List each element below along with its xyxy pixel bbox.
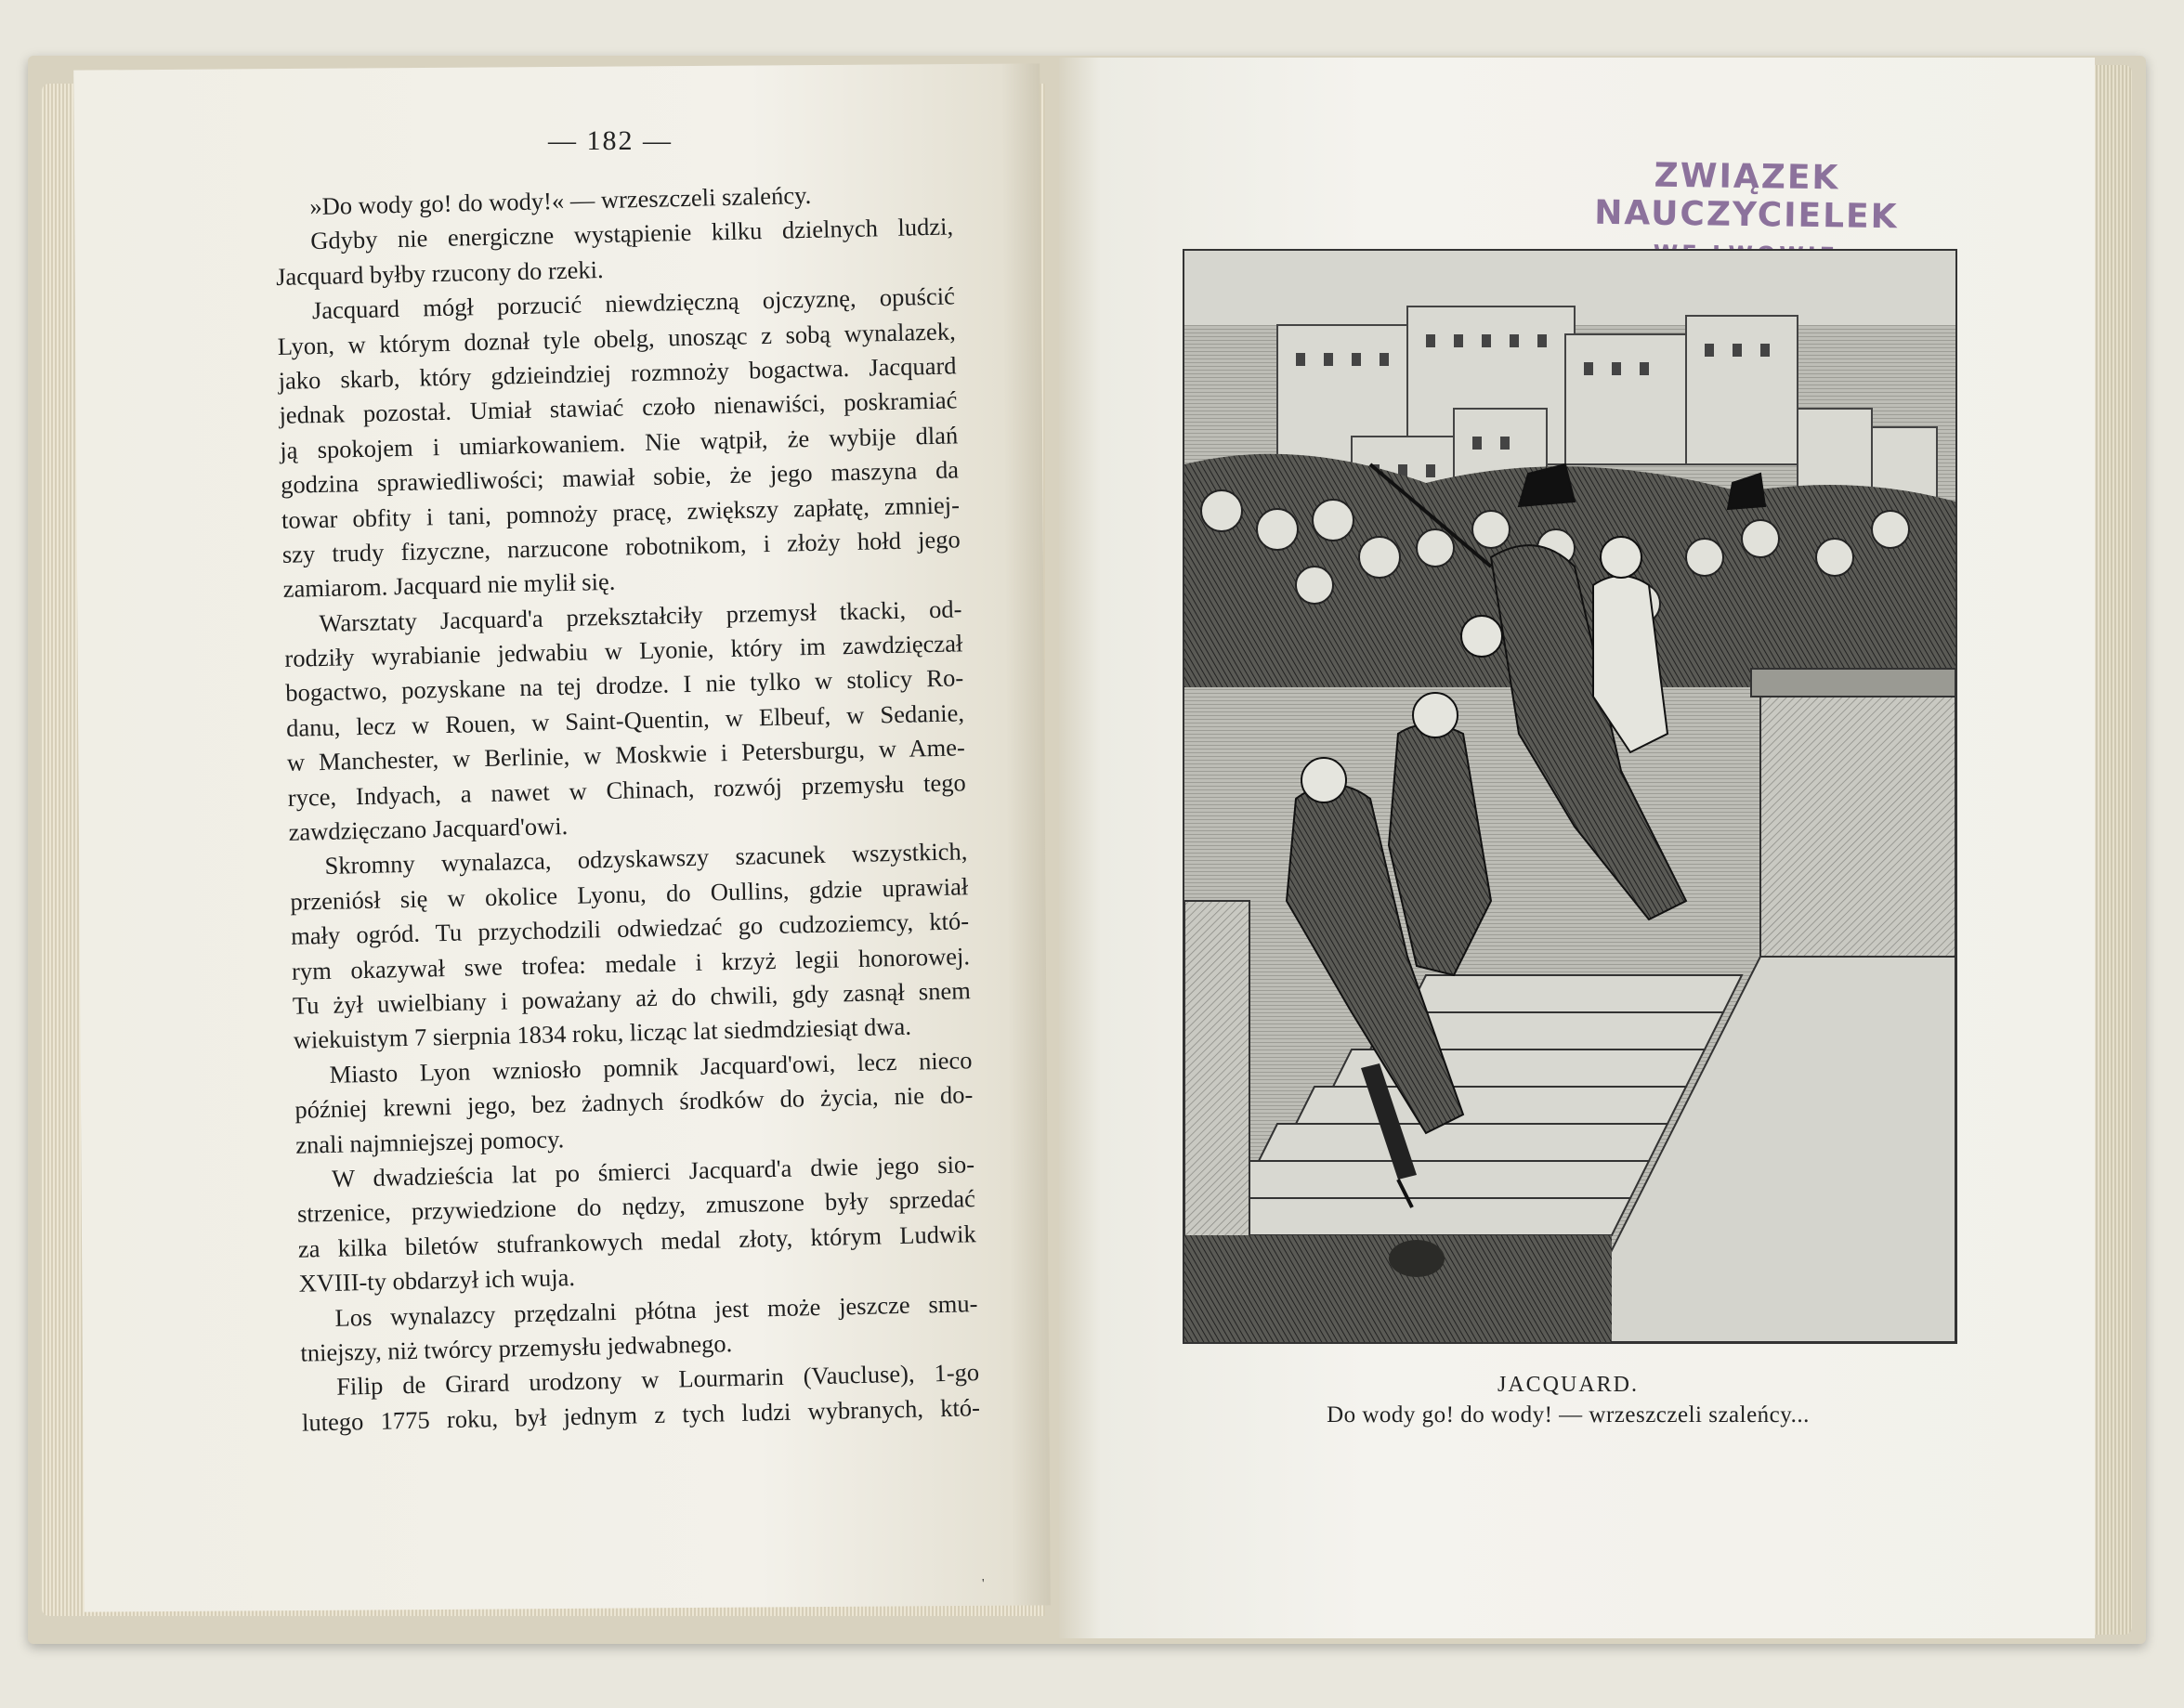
text-line: zawdzięczano Jacquard'owi.: [288, 812, 569, 846]
text-line: rym okazywał swe trofea: medale i krzyż legii honorowej.: [291, 941, 971, 985]
text-line: tniejszy, niż twórcy przemysłu jedwabnego.: [300, 1329, 733, 1367]
text-line: W dwadzieścia lat po śmierci Jacquard'a dwie jego sio-: [331, 1150, 975, 1193]
text-line: znali najmniejszej pomocy.: [294, 1124, 565, 1159]
text-line: Los wynalazcy przędzalni płótna jest może jeszcze smu-: [334, 1288, 978, 1332]
text-line: Jacquard byłby rzucony do rzeki.: [275, 254, 604, 291]
text-line: godzina sprawiedliwości; mawiał sobie, że jego maszyna da: [280, 455, 960, 500]
text-line: towar obfity i tani, pomnoży pracę, zwiększy zapłatę, zmniej-: [281, 489, 961, 534]
text-line: Warsztaty Jacquard'a przekształciły przemysł tkacki, od-: [319, 594, 962, 637]
page-number: — 182 —: [548, 125, 673, 156]
text-line: Tu żył uwielbiany i poważany aż do chwili, gdy zasnął snem: [292, 976, 972, 1020]
text-line: bogactwo, pozyskane na tej drodze. I nie tylko w stolicy Ro-: [284, 663, 964, 708]
text-line: wiekuistym 7 sierpnia 1834 roku, licząc lat siedmdziesiąt dwa.: [293, 1012, 912, 1055]
text-line: strzenice, przywiedzione do nędzy, zmuszone były sprzedać: [296, 1184, 976, 1229]
text-line: Lyon, w którym doznał tyle obelg, unosząc z sobą wynalazek,: [277, 316, 956, 360]
text-line: danu, lecz w Rouen, w Saint-Quentin, w Elbeuf, w Sedanie,: [285, 698, 965, 742]
text-line: mały ogród. Tu przychodzili odwiedzać go cudzoziemcy, któ-: [290, 906, 970, 950]
gutter-mark: ': [982, 1577, 985, 1591]
text-line: przeniósł się w okolice Lyonu, do Oullins, gdzie uprawiał: [290, 872, 969, 916]
text-line: ryce, Indyach, a nawet w Chinach, rozwój przemysłu tego: [287, 767, 966, 812]
text-line: szy trudy fizyczne, narzucone robotnikom, i złoży hołd jego: [281, 525, 961, 568]
text-line: w Manchester, w Berlinie, w Moskwie i Petersburgu, w Ame-: [286, 733, 966, 777]
text-line: Jacquard mógł porzucić niewdzięczną ojczyznę, opuścić: [311, 281, 956, 325]
text-line: Miasto Lyon wzniosło pomnik Jacquard'owi, lecz nieco: [329, 1045, 973, 1089]
text-line: jednak pozostał. Umiał stawiać czoło nienawiści, poskramiać: [279, 385, 958, 430]
text-line: za kilka biletów stufrankowych medal złoty, którym Ludwik: [297, 1219, 977, 1263]
stamp-line-1: ZWIĄZEK NAUCZYCIELEK: [1594, 156, 1899, 237]
left-page-text: [274, 175, 980, 1440]
text-line: lutego 1775 roku, był jednym z tych ludzi wybranych, któ-: [301, 1392, 981, 1437]
text-line: »Do wody go! do wody!« — wrzeszczeli szaleńcy.: [309, 180, 812, 221]
text-line: zamiarom. Jacquard nie mylił się.: [282, 567, 616, 604]
text-line: Filip de Girard urodzony w Lourmarin (Vaucluse), 1-go: [335, 1358, 980, 1402]
text-line: jako skarb, który gdzieindziej rozmnoży bogactwa. Jacquard: [278, 351, 957, 395]
text-line: XVIII-ty obdarzył ich wuja.: [298, 1263, 576, 1297]
text-line: później krewni jego, bez żadnych środków do życia, nie do-: [294, 1080, 974, 1124]
text-line: Gdyby nie energiczne wystąpienie kilku dzielnych ludzi,: [309, 212, 954, 255]
engraving-illustration: [1183, 249, 1957, 1344]
illustration-caption: Do wody go! do wody! — wrzeszczeli szaleńcy...: [1327, 1402, 1810, 1428]
illustration-caption-title: JACQUARD.: [1497, 1373, 1639, 1397]
text-line: Skromny wynalazca, odzyskawszy szacunek wszystkich,: [324, 837, 968, 880]
engraving-picture: [1184, 251, 1955, 1342]
text-line: ją spokojem i umiarkowaniem. Nie wątpił, że wybije dlań: [280, 421, 959, 464]
text-line: rodziły wyrabianie jedwabiu w Lyonie, który im zawdzięczał: [284, 629, 963, 672]
